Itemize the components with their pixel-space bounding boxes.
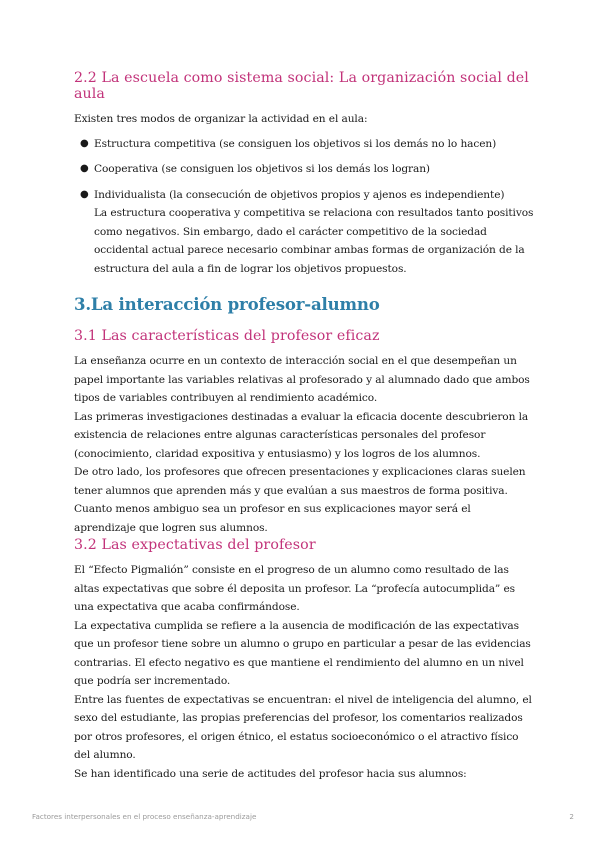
list-item-text: Estructura competitiva (se consiguen los objetivos si los demás no lo hacen) xyxy=(94,137,497,150)
paragraph: El “Efecto Pigmalión” consiste en el progreso de un alumno como resultado de las altas expectativas que sobre él deposita un profesor. La “profecía autocumplida” es una expectativa que acaba confirmándose. xyxy=(74,564,516,613)
paragraph: Entre las fuentes de expectativas se encuentran: el nivel de inteligencia del alumno, el sexo del estudiante, las propias preferencias del profesor, los comentarios realizados por otros profesores, el origen étnico, el estatus socioeconómico o el atractivo físico del alumno. xyxy=(74,693,532,761)
paragraph: La expectativa cumplida se refiere a la ausencia de modificación de las expectativas que un profesor tiene sobre un alumno o grupo en particular a pesar de las evidencias contrarias. El efecto negativo es que mantiene el rendimiento del alumno en un nivel que podría ser incrementado. xyxy=(74,619,531,687)
section-2-2-heading: 2.2 La escuela como sistema social: La organización social del aula xyxy=(74,70,529,102)
bullet-icon: ● xyxy=(80,163,89,174)
bullet-icon: ● xyxy=(80,137,89,149)
paragraph: Cuanto menos ambiguo sea un profesor en sus explicaciones mayor será el aprendizaje que logren sus alumnos. xyxy=(74,503,471,534)
list-item-continuation: La estructura cooperativa y competitiva se relaciona con resultados tanto positivos como negativos. Sin embargo, dado el carácter competitivo de la sociedad occidental actual parece necesario combinar ambas formas de organización de la estructura del aula a fin de lograr los objetivos propuestos. xyxy=(94,207,534,275)
section-3-heading: 3.La interacción profesor-alumno xyxy=(74,294,380,314)
organization-modes-list xyxy=(74,135,534,279)
paragraph: La enseñanza ocurre en un contexto de interacción social en el que desempeñan un papel importante las variables relativas al profesorado y al alumnado dado que ambos tipos de variables contribuyen al rendimiento académico. xyxy=(74,355,530,404)
list-item-text: Cooperativa (se consiguen los objetivos si los demás los logran) xyxy=(94,163,430,175)
list-item xyxy=(74,186,534,279)
bullet-icon: ● xyxy=(80,188,89,200)
paragraph: Las primeras investigaciones destinadas a evaluar la eficacia docente descubrieron la existencia de relaciones entre algunas características personales del profesor (conocimiento, claridad expositiva y entusiasmo) y los logros de los alumnos. xyxy=(74,410,529,460)
paragraph: Se han identificado una serie de actitudes del profesor hacia sus alumnos: xyxy=(74,767,467,780)
list-item xyxy=(74,160,534,179)
document-page xyxy=(74,70,534,783)
list-item-text: Individualista (la consecución de objetivos propios y ajenos es independiente) xyxy=(94,188,505,201)
footer-title: Factores interpersonales en el proceso enseñanza-aprendizaje xyxy=(32,812,257,821)
section-3-1-heading: 3.1 Las características del profesor eficaz xyxy=(74,328,380,344)
page-footer xyxy=(32,812,574,821)
page-number: 2 xyxy=(569,812,574,821)
list-item xyxy=(74,135,534,154)
paragraph: De otro lado, los profesores que ofrecen presentaciones y explicaciones claras suelen tener alumnos que aprenden más y que evalúan a sus maestros de forma positiva. xyxy=(74,466,526,497)
section-2-2-intro: Existen tres modos de organizar la actividad en el aula: xyxy=(74,113,368,125)
section-3-2-heading: 3.2 Las expectativas del profesor xyxy=(74,537,316,553)
